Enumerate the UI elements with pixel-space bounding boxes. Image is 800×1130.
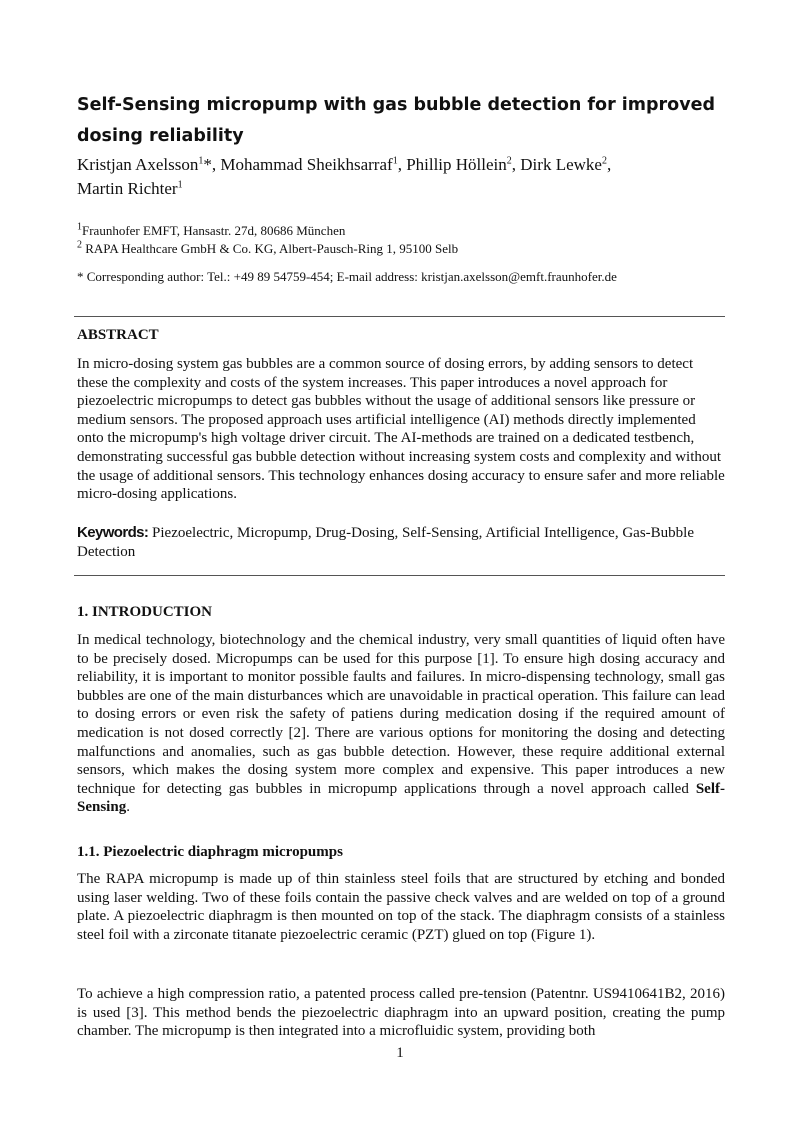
corresponding-author: * Corresponding author: Tel.: +49 89 54759-454; E-mail address: kristjan.axelsson@emft.fraunhofer.de [77,269,617,284]
affiliation: $^1$Fraunhofer EMFT, Hansastr. 27d, 80686 München [77,221,346,238]
page-number: 1 [396,1045,404,1061]
section-heading-introduction: 1. INTRODUCTION [77,604,213,620]
affiliations [77,222,725,258]
author: Phillip Höllein$^2$, [406,155,521,174]
abstract-text: In micro-dosing system gas bubbles are a common source of dosing errors, by adding sensors to detect these the complexity and costs of the system increases. This paper introduces a novel approach for piezoelectric micropumps to detect gas bubbles without the usage of additional sensors like pressure or medium sensors. The proposed approach uses artificial intelligence (AI) methods directly implemented onto the micropump's high voltage driver circuit. The AI-methods are trained on a dedicated testbench, demonstrating successful gas bubble detection without increasing system costs and complexity and without the usage of additional sensors. This technology enhances dosing accuracy to ensure safer and more reliable micro-dosing applications. [77,356,725,503]
author: Mohammad Sheikhsarraf$^1$, [220,155,407,174]
self-sensing-term: Self-Sensing [77,780,725,816]
abstract-heading: ABSTRACT [77,327,159,343]
introduction-text: In medical technology, biotechnology and the chemical industry, very small quantities of liquid often have to be precisely dosed. Micropumps can be used for this purpose [1]. To ensure high dosing accuracy and reliability, it is important to monitor possible faults and failures. In micro-dispensing technology, small gas bubbles are one of the main disturbances which are unavoidable in practical operation. This failure can lead to dosing errors or even risk the safety of patiens during medication dosing if the required amount of medication is not dosed correctly [2]. There are various options for monitoring the dosing and detecting malfunctions and anomalies, such as gas bubble detection. However, these require additional external sensors, which makes the dosing system more complex and expensive. This paper introduces a new technique for detecting gas bubbles in micropump applications through a novel approach called Self-Sensing. [77,632,725,816]
subsection-paragraph: To achieve a high compression ratio, a patented process called pre-tension (Patentnr. US9410641B2, 2016) is used [3]. This method bends the piezoelectric diaphragm into an upward position, creating the pump chamber. The micropump is then integrated into a microfluidic system, providing both [77,986,725,1040]
divider [74,575,725,576]
author: Dirk Lewke$^2$, [520,155,612,174]
subsection-paragraph: The RAPA micropump is made up of thin stainless steel foils that are structured by etching and bonded using laser welding. Two of these foils contain the passive check valves and are welded on top of a ground plate. A piezoelectric diaphragm is then mounted on top of the stack. The diaphragm consists of a stainless steel foil with a zirconate titanate piezoelectric ceramic (PZT) glued on top (Figure 1). [77,871,725,943]
affiliation: $^2$ RAPA Healthcare GmbH & Co. KG, Albert-Pausch-Ring 1, 95100 Selb [77,239,459,256]
subsection-heading: 1.1. Piezoelectric diaphragm micropumps [77,844,343,860]
keywords [77,524,725,561]
author: Kristjan Axelsson$^1$*, [77,155,221,174]
divider [74,316,725,317]
paper-title: Self-Sensing micropump with gas bubble detection for improved dosing reliability [77,95,716,146]
author-list [77,153,725,201]
keywords-list: Piezoelectric, Micropump, Drug-Dosing, Self-Sensing, Artificial Intelligence, Gas-Bubble Detection [77,525,694,560]
keywords-label: Keywords: [77,524,149,541]
author: Martin Richter$^1$ [77,179,183,198]
